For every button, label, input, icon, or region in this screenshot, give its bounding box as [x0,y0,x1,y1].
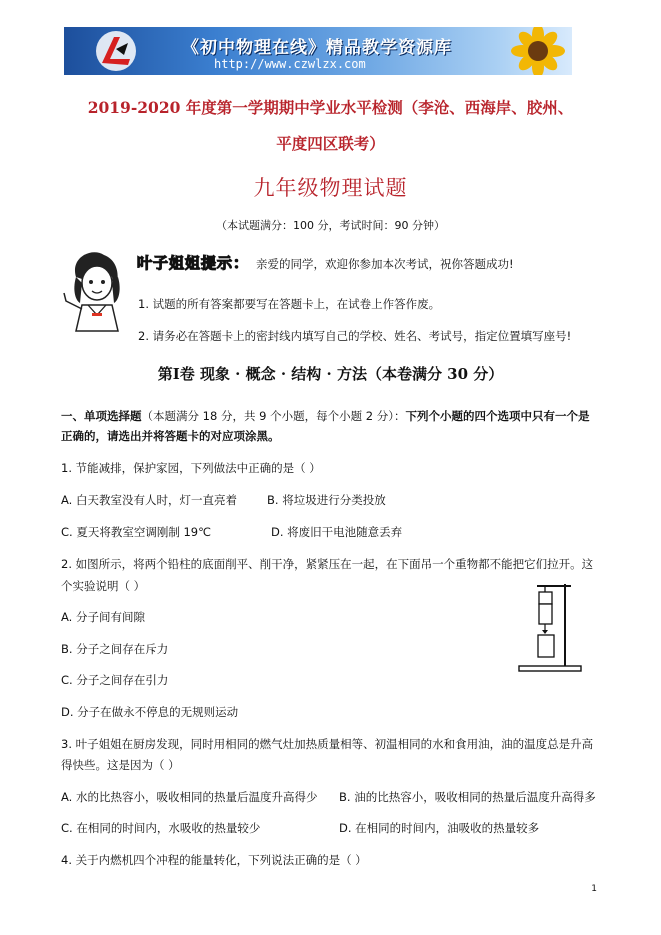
part1-heading: 一、单项选择题 [61,409,142,423]
question-1-option-c: C. 夏天将教室空调刚制 19℃ [61,525,212,539]
part1-instruction: 下列个小题的四个选项中只有一个是 [405,409,590,423]
section-title: 第Ⅰ卷 现象 · 概念 · 结构 · 方法（本卷满分 30 分） [157,365,504,383]
question-3-option-d: D. 在相同的时间内，油吸收的热量较多 [339,821,540,835]
sunflower-icon [498,27,568,75]
question-2-option-d: D. 分子在做永不停息的无规则运动 [61,705,239,719]
question-2-option-c: C. 分子之间存在引力 [61,673,169,687]
question-2-stem-line2: 个实验说明（ ） [61,579,146,593]
question-2-option-b: B. 分子之间存在斥力 [61,642,169,656]
banner-title: 《初中物理在线》精品教学资源库 [182,38,452,58]
part1-instructions [61,408,589,424]
tips-greeting: 亲爱的同学，欢迎你参加本次考试，祝你答题成功! [256,257,514,271]
question-3-option-c: C. 在相同的时间内，水吸收的热量较少 [61,821,261,835]
question-1-option-b: B. 将垃圾进行分类投放 [267,493,386,507]
question-3-stem-line1: 3. 叶子姐姐在厨房发现，同时用相同的燃气灶加热质量相等、初温相同的水和食用油，油的温度总是升高 [61,737,594,751]
question-4-stem: 4. 关于内燃机四个冲程的能量转化，下列说法正确的是（ ） [61,853,367,867]
tips-label: 叶子姐姐提示： [137,254,250,272]
exam-note: （本试题满分：100 分，考试时间：90 分钟） [216,219,445,232]
tip-item-1: 1. 试题的所有答案都要写在答题卡上，在试卷上作答作废。 [138,297,441,311]
cartoon-girl-icon [62,247,132,332]
question-3-option-a: A. 水的比热容小，吸收相同的热量后温度升高得少 [61,790,318,804]
part1-instruction-line2: 正确的，请选出并将答题卡的对应项涂黑。 [61,429,280,443]
question-1-option-a: A. 白天教室没有人时，灯一直亮着 [61,493,237,507]
page-number: 1 [591,884,597,894]
part1-rule: （本题满分 18 分，共 9 个小题，每个小题 2 分）： [141,409,406,423]
question-1-stem: 1. 节能减排，保护家园，下列做法中正确的是（ ） [61,461,321,475]
header-banner [64,27,572,75]
question-2-option-a: A. 分子间有间隙 [61,610,145,624]
exam-title-line2: 平度四区联考） [276,134,385,153]
question-1-option-d: D. 将废旧干电池随意丢弃 [271,525,403,539]
question-3-option-b: B. 油的比热容小，吸收相同的热量后温度升高得多 [339,790,596,804]
question-2-stem-line1: 2. 如图所示，将两个铅柱的底面削平、削干净，紧紧压在一起，在下面吊一个重物都不能把它们拉开。这 [61,557,594,571]
page-title: 九年级物理试题 [253,176,408,200]
tip-item-2: 2. 请务必在答题卡上的密封线内填写自己的学校、姓名、考试号，指定位置填写座号! [138,329,572,343]
question-3-stem-line2: 得快些。这是因为（ ） [61,758,180,772]
lead-cylinder-figure [515,578,585,676]
banner-url: http://www.czwlzx.com [214,57,366,71]
logo-icon [94,29,138,73]
exam-title-line1: 2019-2020 年度第一学期期中学业水平检测（李沧、西海岸、胶州、 [87,98,574,117]
